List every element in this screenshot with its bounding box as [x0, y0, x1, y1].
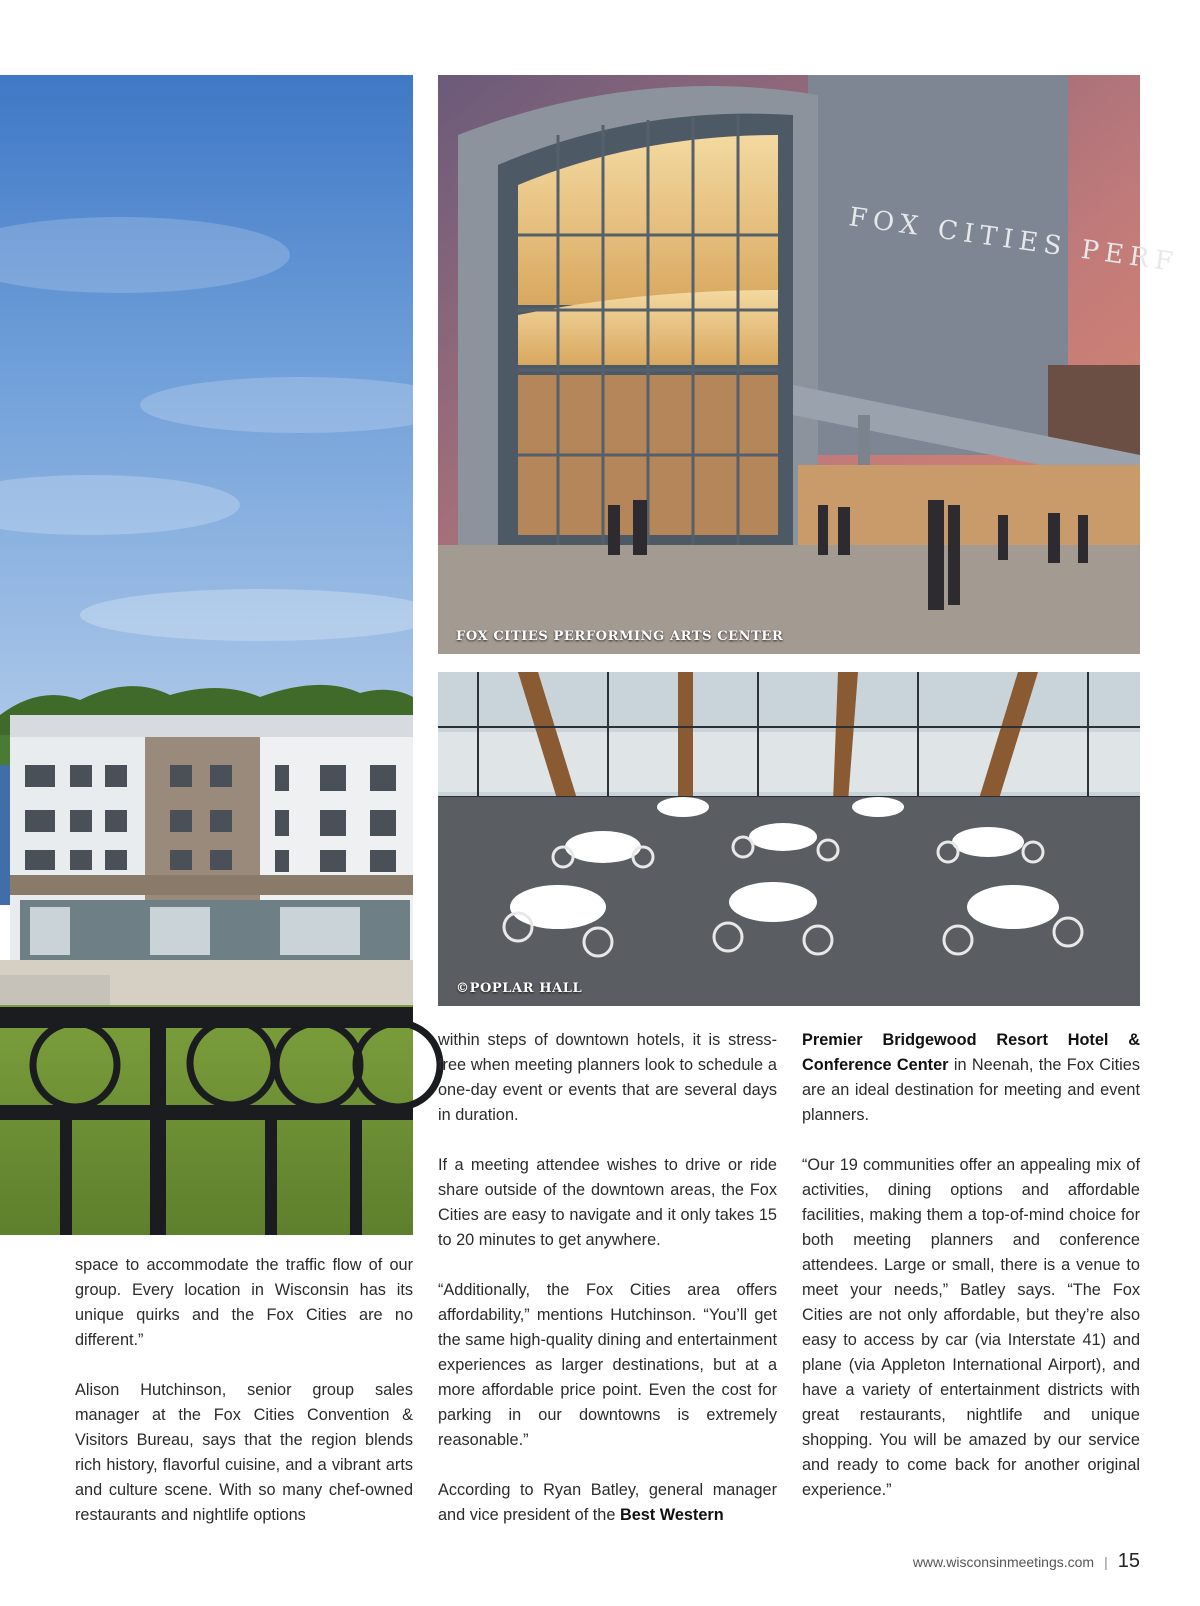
pac-photo-caption: FOX CITIES PERFORMING ARTS CENTER: [456, 629, 784, 644]
hotel-name-bold: Premier Bridgewood Resort Hotel & Conference Center: [802, 1031, 1140, 1074]
performing-arts-center-illustration: [438, 75, 1181, 654]
article-column-2: [438, 1028, 777, 1528]
paragraph: “Our 19 communities offer an appealing mix of activities, dining options and affordable facilities, making them a top-of-mind choice for both meeting planners and conference attendees. Large or small, there is a venue to meet your needs,” Batley says. “The Fox Cities are not only affordable, but they’re also easy to access by car (via Interstate 41) and plane (via Appleton International Airport), and have a variety of entertainment districts with great restaurants, nightlife and unique shopping. You will be amazed by our service and ready to come back for another original experience.”: [802, 1156, 1140, 1499]
page-footer: [913, 1550, 1140, 1573]
poplar-hall-illustration: [438, 672, 1140, 1006]
paragraph: space to accommodate the traffic flow of our group. Every location in Wisconsin has its unique quirks and the Fox Cities are no different.”: [75, 1256, 413, 1349]
poplar-hall-photo: [438, 672, 1140, 1006]
paragraph: “Additionally, the Fox Cities area offers affordability,” mentions Hutchinson. “You’ll get the same high-quality dining and entertainment experiences as larger destinations, but at a more affordable price point. Even the cost for parking in our downtowns is extremely reasonable.”: [438, 1281, 777, 1449]
article-column-3: [802, 1028, 1140, 1503]
paragraph: Alison Hutchinson, senior group sales manager at the Fox Cities Convention & Visitors Bureau, says that the region blends rich history, flavorful cuisine, and a vibrant arts and culture scene. With so many chef-owned restaurants and nightlife options: [75, 1381, 413, 1524]
article-column-1: [75, 1253, 413, 1528]
page-number: 15: [1117, 1550, 1140, 1572]
hotel-name-bold: Best Western: [619, 1506, 724, 1524]
paragraph: [802, 1028, 1140, 1128]
footer-url[interactable]: www.wisconsinmeetings.com: [912, 1553, 1095, 1570]
facade-sign: FOX CITIES PERF: [847, 202, 1181, 279]
paragraph: within steps of downtown hotels, it is stress-free when meeting planners look to schedule a one-day event or events that are several days in duration.: [438, 1031, 777, 1124]
paragraph-text: According to Ryan Batley, general manager and vice president of the: [438, 1481, 777, 1524]
paragraph: [438, 1478, 777, 1528]
performing-arts-center-photo: [438, 75, 1181, 654]
paragraph-text: in Neenah, the Fox Cities are an ideal destination for meeting and event planners.: [802, 1056, 1140, 1124]
riverfront-apartments-illustration: [0, 75, 413, 1235]
hall-photo-caption: ©POPLAR HALL: [456, 981, 583, 996]
footer-separator: |: [1104, 1553, 1108, 1570]
riverfront-apartments-photo: [0, 75, 413, 1235]
paragraph: If a meeting attendee wishes to drive or ride share outside of the downtown areas, the Fox Cities are easy to navigate and it only takes 15 to 20 minutes to get anywhere.: [438, 1156, 777, 1249]
